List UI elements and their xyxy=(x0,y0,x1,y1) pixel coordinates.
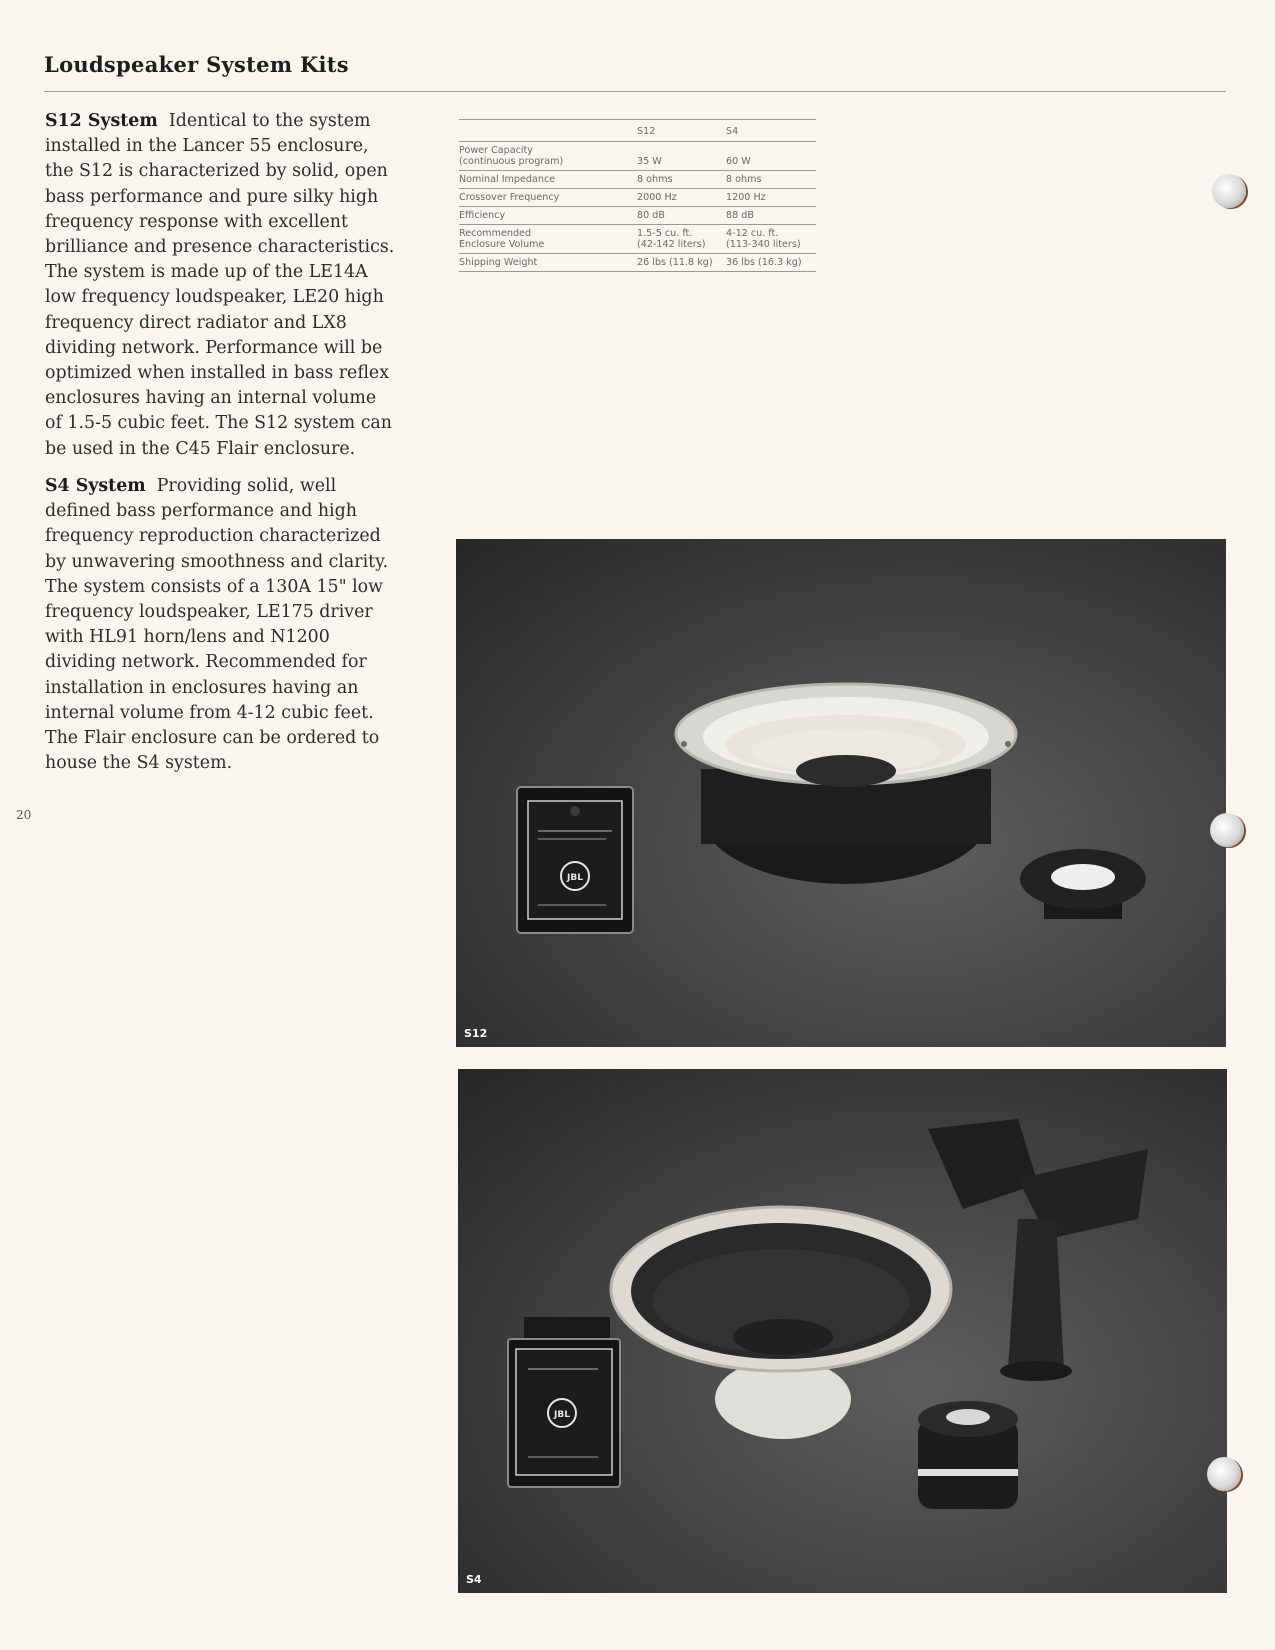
specs-header-blank xyxy=(459,120,637,142)
title-rule xyxy=(44,91,1226,92)
table-row xyxy=(459,142,816,171)
hl91-horn-lens xyxy=(928,1119,1148,1381)
spec-value-s4: 8 ohms xyxy=(726,171,816,189)
spec-label: Nominal Impedance xyxy=(459,171,637,189)
binder-hole-top xyxy=(1212,174,1246,208)
s4-photo xyxy=(458,1069,1227,1593)
le20-tweeter xyxy=(1020,849,1146,919)
binder-hole-bottom xyxy=(1207,1457,1241,1491)
spec-value-s12: 2000 Hz xyxy=(637,189,726,207)
table-row xyxy=(459,189,816,207)
spec-value-s4: 1200 Hz xyxy=(726,189,816,207)
svg-text:JBL: JBL xyxy=(554,1410,570,1420)
table-row xyxy=(459,254,816,272)
spec-value-s4: 88 dB xyxy=(726,207,816,225)
s12-photo xyxy=(456,539,1226,1047)
s12-network-panel xyxy=(517,787,633,933)
s4-photo-label: S4 xyxy=(466,1573,482,1586)
le14a-woofer xyxy=(676,684,1016,884)
woofer-130a xyxy=(611,1207,951,1439)
spec-label: Power Capacity (continuous program) xyxy=(459,142,637,171)
spec-value-s12: 35 W xyxy=(637,142,726,171)
s12-photo-illustration xyxy=(456,539,1226,1047)
spec-value-s4: 60 W xyxy=(726,142,816,171)
spec-value-s4: 4-12 cu. ft. (113-340 liters) xyxy=(726,225,816,254)
spec-value-s12: 26 lbs (11.8 kg) xyxy=(637,254,726,272)
page-title: Loudspeaker System Kits xyxy=(44,52,349,77)
spec-value-s12: 8 ohms xyxy=(637,171,726,189)
s4-photo-illustration xyxy=(458,1069,1227,1593)
spec-label: Crossover Frequency xyxy=(459,189,637,207)
s12-photo-label: S12 xyxy=(464,1027,488,1040)
n1200-network-panel xyxy=(508,1317,620,1487)
s12-heading: S12 System xyxy=(45,111,158,131)
table-row xyxy=(459,207,816,225)
spec-value-s12: 1.5-5 cu. ft. (42-142 liters) xyxy=(637,225,726,254)
spec-label: Recommended Enclosure Volume xyxy=(459,225,637,254)
binder-hole-middle xyxy=(1210,813,1244,847)
svg-text:JBL: JBL xyxy=(567,873,583,883)
spec-value-s4: 36 lbs (16.3 kg) xyxy=(726,254,816,272)
s12-description xyxy=(45,109,395,462)
specs-header-s12: S12 xyxy=(637,120,726,142)
specs-table xyxy=(459,119,816,272)
spec-label: Shipping Weight xyxy=(459,254,637,272)
table-row xyxy=(459,171,816,189)
spec-label: Efficiency xyxy=(459,207,637,225)
specs-header-s4: S4 xyxy=(726,120,816,142)
s4-body: Providing solid, well defined bass performance and high frequency reproduction characterized by unwavering smoothness and clarity. The system consists of a 130A 15" low frequency loudspeaker, LE175 driver with HL91 horn/lens and N1200 dividing network. Recommended for installation in enclosures having an internal volume from 4-12 cubic feet. The Flair enclosure can be ordered to house the S4 system. xyxy=(45,476,389,774)
le175-driver xyxy=(918,1401,1018,1509)
spec-value-s12: 80 dB xyxy=(637,207,726,225)
s12-body: Identical to the system installed in the Lancer 55 enclosure, the S12 is characterized by solid, open bass performance and pure silky high frequency response with excellent brilliance and presence characteristics. The system is made up of the LE14A low frequency loudspeaker, LE20 high frequency direct radiator and LX8 dividing network. Performance will be optimized when installed in bass reflex enclosures having an internal volume of 1.5-5 cubic feet. The S12 system can be used in the C45 Flair enclosure. xyxy=(45,111,395,459)
s4-heading: S4 System xyxy=(45,476,146,496)
specs-header-row xyxy=(459,120,816,142)
s4-description xyxy=(45,474,395,776)
table-row xyxy=(459,225,816,254)
page-number: 20 xyxy=(16,808,32,822)
